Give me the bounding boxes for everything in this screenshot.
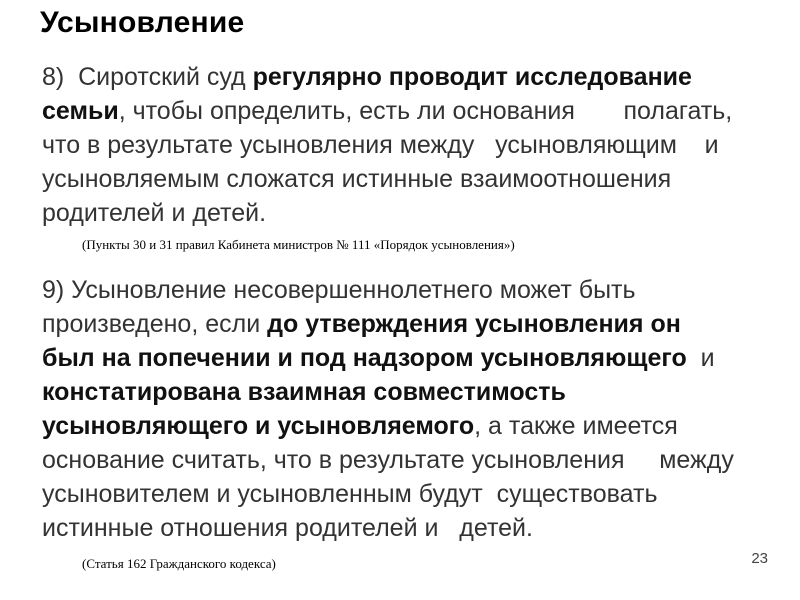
- paragraph-8-line-1: [42, 60, 782, 94]
- text-span: и: [686, 344, 715, 372]
- paragraph-8-line-4: усыновляемым сложатся истинные взаимоотношения: [42, 165, 672, 193]
- paragraph-8-line-5: родителей и детей.: [42, 199, 267, 227]
- text-span: , чтобы определить, есть ли основания полагать,: [118, 97, 733, 125]
- paragraph-9-line-6: основание считать, что в результате усыновления между: [42, 446, 734, 474]
- bold-text-span: до утверждения усыновления он: [267, 310, 681, 338]
- text-span: , а также имеется: [474, 412, 678, 440]
- bold-text-span: усыновляющего и усыновляемого: [42, 412, 475, 440]
- source-note-9: (Статья 162 Гражданского кодекса): [82, 556, 276, 571]
- paragraph-9-line-2: [42, 307, 782, 341]
- paragraph-9: [42, 273, 782, 545]
- paragraph-8-line-3: что в результате усыновления между усыновляющим и: [42, 131, 719, 159]
- slide-title: Усыновление: [40, 6, 245, 39]
- text-span: 8) Сиротский суд: [42, 63, 253, 91]
- paragraph-8: [42, 60, 782, 230]
- bold-text-span: регулярно проводит исследование: [252, 63, 692, 91]
- paragraph-9-line-4: [42, 375, 782, 409]
- paragraph-9-line-7: усыновителем и усыновленным будут существовать: [42, 480, 658, 508]
- page-number: 23: [751, 550, 768, 567]
- paragraph-8-line-2: [42, 94, 782, 128]
- paragraph-9-line-8: истинные отношения родителей и детей.: [42, 514, 533, 542]
- source-note-8: (Пункты 30 и 31 правил Кабинета министров № 111 «Порядок усыновления»): [82, 237, 515, 252]
- paragraph-9-line-3: [42, 341, 782, 375]
- paragraph-9-line-1: 9) Усыновление несовершеннолетнего может быть: [42, 276, 636, 304]
- bold-text-span: был на попечении и под надзором усыновляющего: [42, 344, 687, 372]
- bold-text-span: констатирована взаимная совместимость: [42, 378, 566, 406]
- paragraph-9-line-5: [42, 409, 782, 443]
- bold-text-span: семьи: [42, 97, 119, 125]
- text-span: произведено, если: [42, 310, 268, 338]
